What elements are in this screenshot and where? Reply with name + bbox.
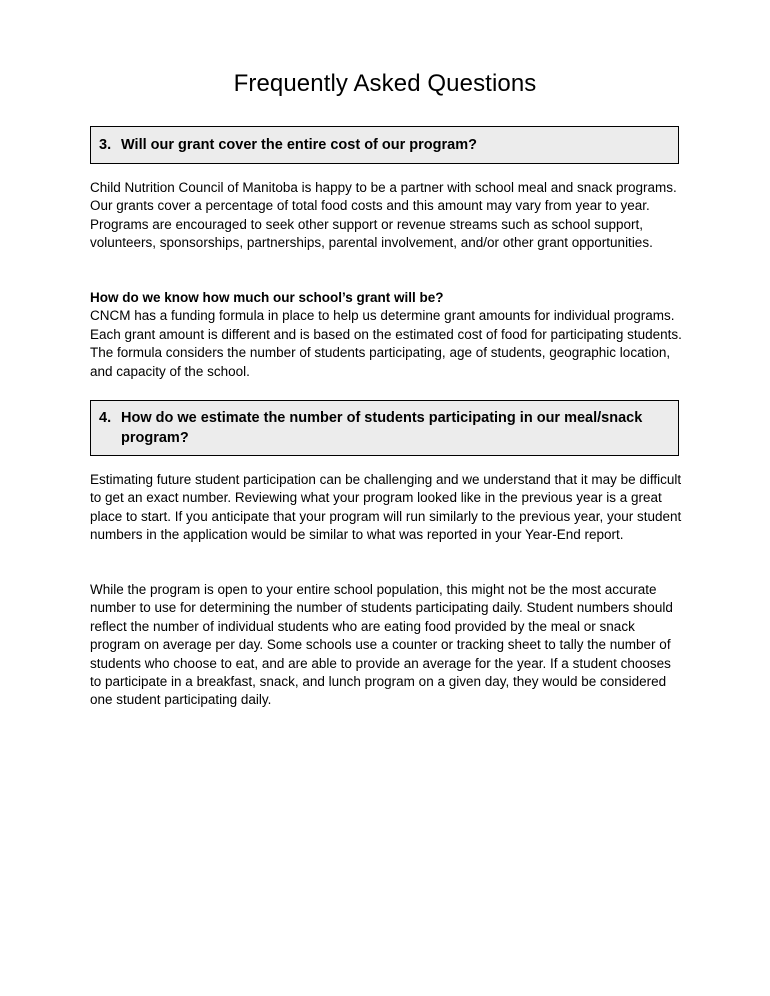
question-number: 4.	[99, 410, 112, 426]
question-box-3	[90, 126, 679, 164]
page-title: Frequently Asked Questions	[233, 70, 537, 97]
question-text: Will our grant cover the entire cost of our program?	[121, 137, 477, 153]
question-box-4	[90, 400, 679, 456]
subquestion-body: CNCM has a funding formula in place to help us determine grant amounts for individual programs. Each grant amount is different and is based on the estimated cost of food for participating students. The formula considers the number of students participating, age of students, geographic location, and capacity of the school.	[90, 308, 682, 379]
subquestion-block	[90, 289, 682, 381]
answer-paragraph: Child Nutrition Council of Manitoba is happy to be a partner with school meal and snack programs. Our grants cover a percentage of total food costs and this amount may vary from year to year. Programs are encouraged to seek other support or revenue streams such as school support, volunteers, sponsorships, partnerships, parental involvement, and/or other grant opportunities.	[90, 180, 677, 251]
answer-paragraph: While the program is open to your entire school population, this might not be the most accurate number to use for determining the number of students participating daily. Student numbers should reflect the number of individual students who are eating food provided by the meal or snack program on average per day. Some schools use a counter or tracking sheet to tally the number of students who choose to eat, and are able to provide an average for the year. If a student chooses to participate in a breakfast, snack, and lunch program on a given day, they would be considered one student participating daily.	[90, 582, 673, 708]
question-text: How do we estimate the number of students participating in our meal/snack program?	[121, 410, 643, 446]
question-number: 3.	[99, 137, 112, 153]
subquestion-heading: How do we know how much our school’s grant will be?	[90, 290, 444, 305]
answer-paragraph: Estimating future student participation can be challenging and we understand that it may be difficult to get an exact number. Reviewing what your program looked like in the previous year is a great place to start. If you anticipate that your program will run similarly to the previous year, your student numbers in the application would be similar to what was reported in your Year-End report.	[90, 472, 682, 543]
